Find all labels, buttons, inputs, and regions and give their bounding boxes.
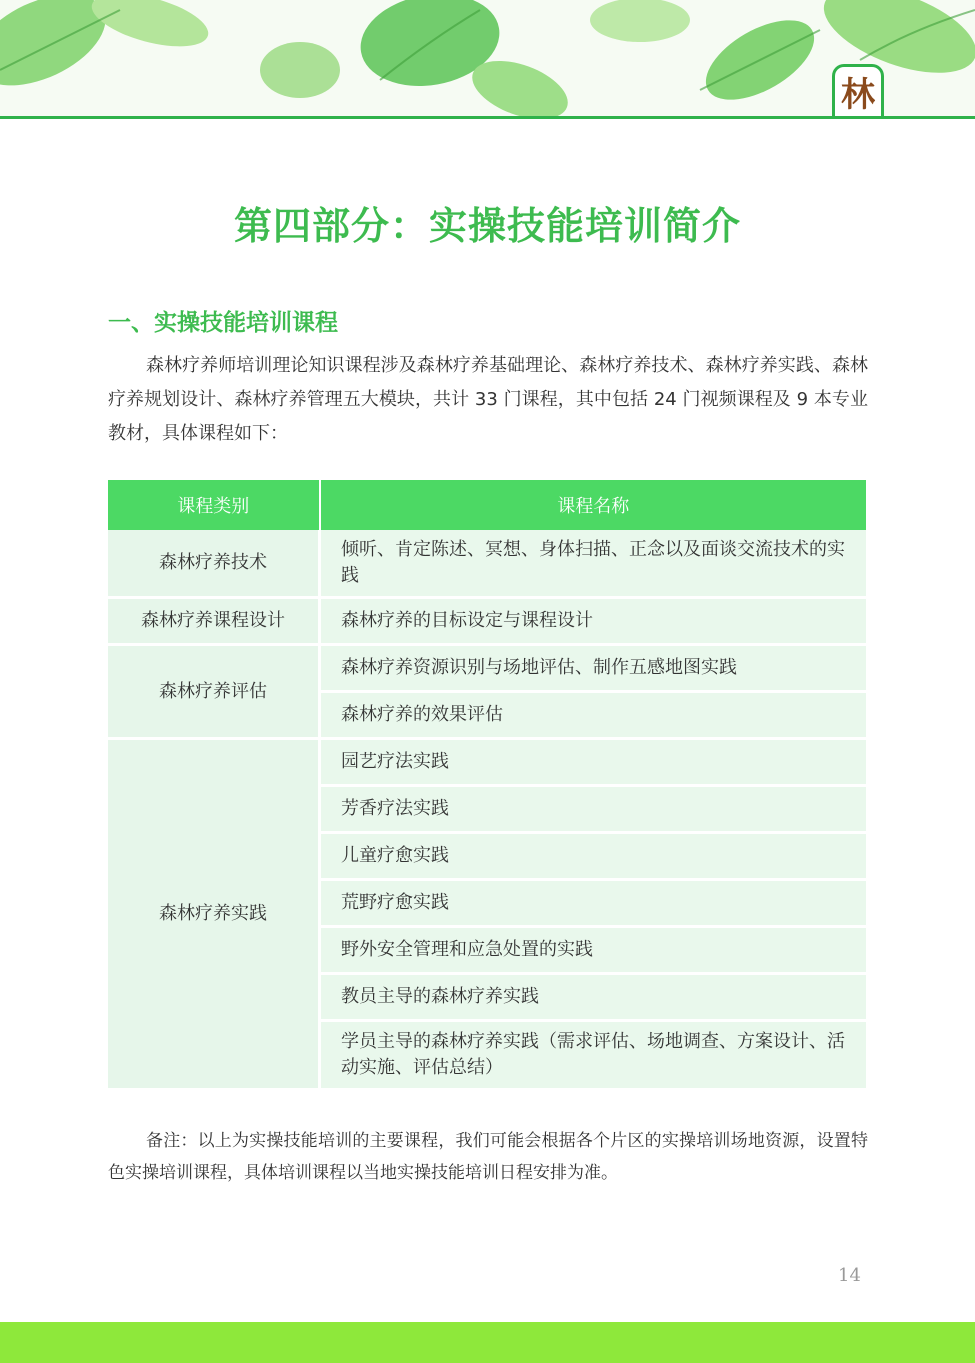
- header-course-name: 课程名称: [320, 480, 867, 530]
- course-cell: 荒野疗愈实践: [320, 880, 867, 927]
- note-paragraph: 备注：以上为实操技能培训的主要课程，我们可能会根据各个片区的实操培训场地资源，设置特色实操培训课程，具体培训课程以当地实操技能培训日程安排为准。: [108, 1131, 868, 1183]
- table-row: [108, 645, 866, 692]
- header-category: 课程类别: [108, 480, 320, 530]
- table-header-row: [108, 480, 866, 530]
- leaf-banner: [0, 0, 975, 118]
- course-cell: 芳香疗法实践: [320, 786, 867, 833]
- course-cell: 园艺疗法实践: [320, 739, 867, 786]
- page-title: 第四部分：实操技能培训简介: [233, 204, 741, 248]
- course-cell: 森林疗养的目标设定与课程设计: [320, 598, 867, 645]
- banner-divider: [0, 116, 975, 119]
- course-table: [108, 480, 866, 1091]
- category-cell: 森林疗养课程设计: [108, 598, 320, 645]
- course-cell: 学员主导的森林疗养实践（需求评估、场地调查、方案设计、活动实施、评估总结）: [320, 1021, 867, 1090]
- table-row: [108, 739, 866, 786]
- intro-paragraph: 森林疗养师培训理论知识课程涉及森林疗养基础理论、森林疗养技术、森林疗养实践、森林疗养规划设计、森林疗养管理五大模块，共计 33 门课程，其中包括 24 门视频课程及 9 本专业教材，具体课程如下：: [108, 355, 868, 444]
- page-number: 14: [838, 1265, 861, 1286]
- bottom-bar: [0, 1322, 975, 1363]
- course-cell: 野外安全管理和应急处置的实践: [320, 927, 867, 974]
- course-cell: 教员主导的森林疗养实践: [320, 974, 867, 1021]
- table-row: [108, 598, 866, 645]
- category-cell: 森林疗养实践: [108, 739, 320, 1090]
- category-cell: 森林疗养技术: [108, 530, 320, 598]
- forest-logo: 林: [832, 64, 884, 116]
- table-row: [108, 530, 866, 598]
- leaf-decoration-icon: [0, 0, 975, 118]
- section-title: 一、实操技能培训课程: [108, 310, 338, 336]
- course-cell: 森林疗养资源识别与场地评估、制作五感地图实践: [320, 645, 867, 692]
- course-cell: 儿童疗愈实践: [320, 833, 867, 880]
- course-cell: 森林疗养的效果评估: [320, 692, 867, 739]
- category-cell: 森林疗养评估: [108, 645, 320, 739]
- course-cell: 倾听、肯定陈述、冥想、身体扫描、正念以及面谈交流技术的实践: [320, 530, 867, 598]
